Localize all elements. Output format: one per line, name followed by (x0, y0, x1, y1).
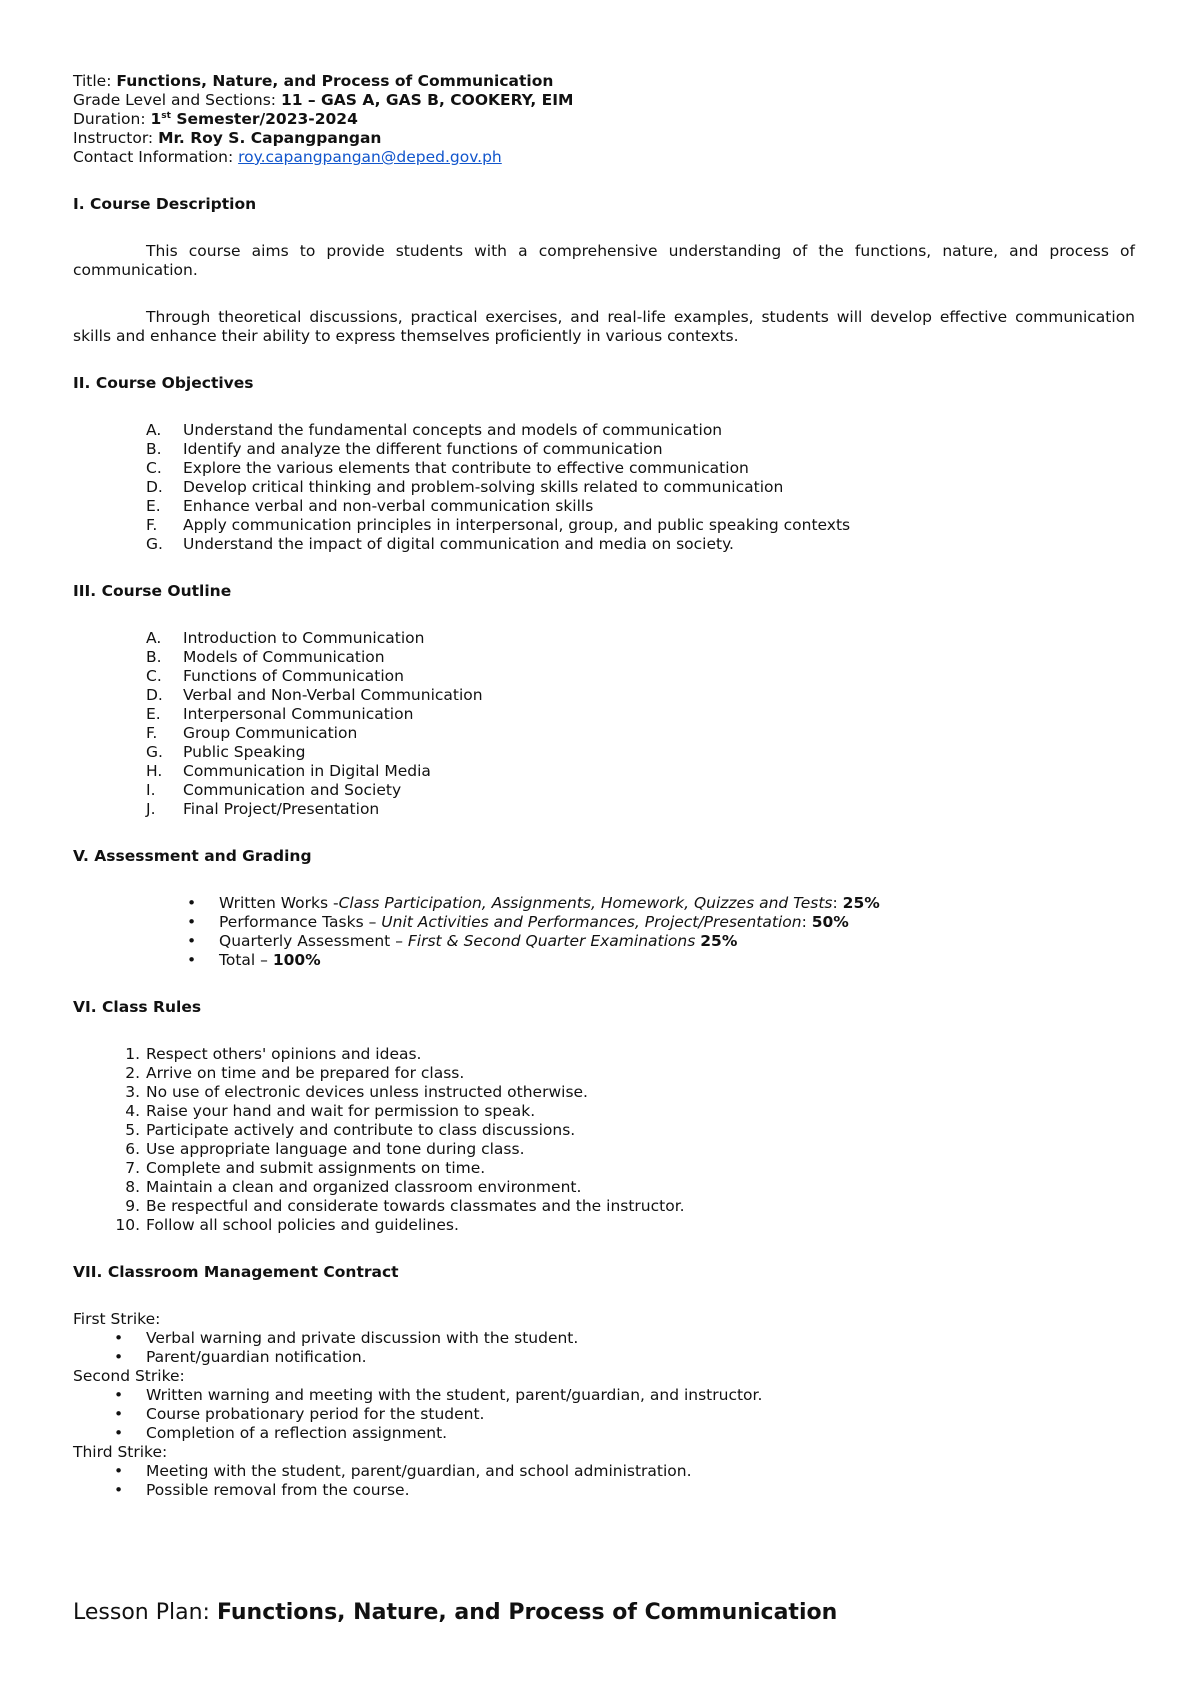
assessment-weight: 100% (272, 951, 321, 969)
list-item-text: Raise your hand and wait for permission to speak. (146, 1102, 536, 1120)
assessment-category: Total – (219, 951, 273, 969)
objective-item (146, 459, 1135, 478)
objective-item (146, 478, 1135, 497)
list-marker: A. (146, 629, 162, 647)
list-marker: 6. (125, 1140, 140, 1158)
consequence-text: Possible removal from the course. (146, 1481, 410, 1499)
description-paragraph: This course aims to provide students with a comprehensive understanding of the functions, nature, and process of communication. (73, 242, 1135, 279)
bullet-icon: • (187, 894, 197, 912)
strike-group (73, 1443, 1135, 1500)
instructor-line (73, 129, 1135, 148)
list-item-text: Communication in Digital Media (183, 762, 431, 780)
section-heading-description: I. Course Description (73, 195, 257, 213)
list-item-text: Group Communication (183, 724, 358, 742)
list-item-text: Interpersonal Communication (183, 705, 414, 723)
list-marker: F. (146, 724, 158, 742)
list-marker: D. (146, 686, 163, 704)
assessment-components: First & Second Quarter Examinations (407, 932, 696, 950)
bullet-icon: • (114, 1386, 124, 1404)
description-paragraph: Through theoretical discussions, practical exercises, and real-life examples, students will develop effective communication skills and enhance their ability to express themselves proficiently in various contexts. (73, 308, 1135, 345)
list-item-text: No use of electronic devices unless instructed otherwise. (146, 1083, 588, 1101)
consequence-item (110, 1481, 1135, 1500)
outline-item (146, 743, 1135, 762)
list-marker: A. (146, 421, 162, 439)
bullet-icon: • (187, 932, 197, 950)
rule-item (110, 1178, 1135, 1197)
list-marker: 3. (125, 1083, 140, 1101)
list-marker: G. (146, 535, 163, 553)
lesson-plan-heading (73, 1600, 837, 1625)
list-marker: B. (146, 648, 162, 666)
list-item-text: Identify and analyze the different functions of communication (183, 440, 663, 458)
list-marker: C. (146, 667, 162, 685)
rule-item (110, 1102, 1135, 1121)
strike-label: Second Strike: (73, 1367, 185, 1385)
objectives-list (73, 421, 1135, 554)
strike-consequences (73, 1329, 1135, 1367)
contact-label: Contact Information: (73, 148, 239, 166)
assessment-category: Quarterly Assessment – (219, 932, 408, 950)
list-item-text: Explore the various elements that contribute to effective communication (183, 459, 749, 477)
list-item-text: Apply communication principles in interpersonal, group, and public speaking contexts (183, 516, 851, 534)
objective-item (146, 421, 1135, 440)
bullet-icon: • (187, 913, 197, 931)
outline-item (146, 762, 1135, 781)
bullet-icon: • (114, 1424, 124, 1442)
duration-value: 1st Semester/2023-2024 (150, 110, 358, 128)
consequence-text: Parent/guardian notification. (146, 1348, 367, 1366)
rule-item (110, 1121, 1135, 1140)
list-item-text: Arrive on time and be prepared for class. (146, 1064, 465, 1082)
list-marker: I. (146, 781, 156, 799)
bullet-icon: • (114, 1481, 124, 1499)
lesson-plan-label: Lesson Plan: (73, 1600, 217, 1625)
consequence-item (110, 1424, 1135, 1443)
list-item-text: Communication and Society (183, 781, 402, 799)
title-label: Title: (73, 72, 117, 90)
assessment-components: Unit Activities and Performances, Project/Presentation (381, 913, 802, 931)
consequence-text: Verbal warning and private discussion with the student. (146, 1329, 579, 1347)
bullet-icon: • (114, 1405, 124, 1423)
grade-label: Grade Level and Sections: (73, 91, 281, 109)
consequence-item (110, 1329, 1135, 1348)
list-marker: 1. (125, 1045, 140, 1063)
assessment-weight: 25% (700, 932, 738, 950)
objective-item (146, 440, 1135, 459)
assessment-list (73, 894, 1135, 970)
list-marker: 10. (115, 1216, 140, 1234)
objective-item (146, 516, 1135, 535)
list-marker: 4. (125, 1102, 140, 1120)
consequence-text: Course probationary period for the student. (146, 1405, 485, 1423)
grade-line (73, 91, 1135, 110)
rule-item (110, 1083, 1135, 1102)
rule-item (110, 1197, 1135, 1216)
consequence-text: Written warning and meeting with the student, parent/guardian, and instructor. (146, 1386, 763, 1404)
assessment-separator: : (832, 894, 843, 912)
consequence-item (110, 1405, 1135, 1424)
outline-item (146, 648, 1135, 667)
section-heading-assessment: V. Assessment and Grading (73, 847, 312, 865)
assessment-item (183, 932, 1135, 951)
list-item-text: Functions of Communication (183, 667, 404, 685)
list-item-text: Introduction to Communication (183, 629, 425, 647)
outline-item (146, 781, 1135, 800)
rule-item (110, 1064, 1135, 1083)
assessment-components: Class Participation, Assignments, Homework, Quizzes and Tests (338, 894, 833, 912)
rule-item (110, 1140, 1135, 1159)
rules-list (73, 1045, 1135, 1235)
strike-group (73, 1367, 1135, 1443)
title-line (73, 72, 1135, 91)
assessment-category: Performance Tasks – (219, 913, 382, 931)
assessment-weight: 50% (811, 913, 849, 931)
outline-item (146, 629, 1135, 648)
list-item-text: Be respectful and considerate towards classmates and the instructor. (146, 1197, 685, 1215)
section-heading-objectives: II. Course Objectives (73, 374, 254, 392)
list-item-text: Follow all school policies and guidelines. (146, 1216, 459, 1234)
bullet-icon: • (187, 951, 197, 969)
list-item-text: Develop critical thinking and problem-solving skills related to communication (183, 478, 784, 496)
outline-list (73, 629, 1135, 819)
section-heading-rules: VI. Class Rules (73, 998, 202, 1016)
list-item-text: Public Speaking (183, 743, 306, 761)
list-item-text: Maintain a clean and organized classroom environment. (146, 1178, 582, 1196)
bullet-icon: • (114, 1348, 124, 1366)
assessment-category: Written Works - (219, 894, 339, 912)
bullet-icon: • (114, 1329, 124, 1347)
list-item-text: Understand the impact of digital communication and media on society. (183, 535, 734, 553)
list-marker: E. (146, 497, 161, 515)
strike-consequences (73, 1462, 1135, 1500)
assessment-weight: 25% (842, 894, 880, 912)
list-marker: 2. (125, 1064, 140, 1082)
assessment-item (183, 894, 1135, 913)
consequence-item (110, 1348, 1135, 1367)
contact-email-link[interactable]: roy.capangpangan@deped.gov.ph (238, 148, 502, 166)
strikes-block (73, 1310, 1135, 1500)
assessment-separator: : (801, 913, 812, 931)
list-marker: D. (146, 478, 163, 496)
list-item-text: Use appropriate language and tone during class. (146, 1140, 525, 1158)
duration-label: Duration: (73, 110, 151, 128)
strike-label: Third Strike: (73, 1443, 168, 1461)
section-heading-contract: VII. Classroom Management Contract (73, 1263, 399, 1281)
outline-item (146, 667, 1135, 686)
objective-item (146, 497, 1135, 516)
bullet-icon: • (114, 1462, 124, 1480)
list-item-text: Verbal and Non-Verbal Communication (183, 686, 483, 704)
objective-item (146, 535, 1135, 554)
strike-consequences (73, 1386, 1135, 1443)
consequence-text: Completion of a reflection assignment. (146, 1424, 448, 1442)
list-marker: E. (146, 705, 161, 723)
outline-item (146, 800, 1135, 819)
outline-item (146, 705, 1135, 724)
document-page (73, 72, 1135, 1500)
grade-value: 11 – GAS A, GAS B, COOKERY, EIM (280, 91, 574, 109)
list-item-text: Models of Communication (183, 648, 385, 666)
list-item-text: Understand the fundamental concepts and models of communication (183, 421, 723, 439)
list-marker: 5. (125, 1121, 140, 1139)
strike-label: First Strike: (73, 1310, 161, 1328)
duration-line (73, 110, 1135, 129)
list-marker: F. (146, 516, 158, 534)
course-title: Functions, Nature, and Process of Communication (116, 72, 554, 90)
consequence-item (110, 1462, 1135, 1481)
instructor-name: Mr. Roy S. Capangpangan (158, 129, 382, 147)
rule-item (110, 1045, 1135, 1064)
list-marker: H. (146, 762, 163, 780)
list-item-text: Participate actively and contribute to class discussions. (146, 1121, 576, 1139)
list-marker: 7. (125, 1159, 140, 1177)
rule-item (110, 1216, 1135, 1235)
list-item-text: Enhance verbal and non-verbal communication skills (183, 497, 594, 515)
outline-item (146, 686, 1135, 705)
outline-item (146, 724, 1135, 743)
list-item-text: Final Project/Presentation (183, 800, 380, 818)
list-marker: 9. (125, 1197, 140, 1215)
instructor-label: Instructor: (73, 129, 159, 147)
rule-item (110, 1159, 1135, 1178)
list-marker: G. (146, 743, 163, 761)
list-item-text: Respect others' opinions and ideas. (146, 1045, 422, 1063)
assessment-item (183, 913, 1135, 932)
consequence-text: Meeting with the student, parent/guardian, and school administration. (146, 1462, 692, 1480)
contact-line (73, 148, 1135, 167)
strike-group (73, 1310, 1135, 1367)
list-marker: C. (146, 459, 162, 477)
list-item-text: Complete and submit assignments on time. (146, 1159, 486, 1177)
list-marker: 8. (125, 1178, 140, 1196)
consequence-item (110, 1386, 1135, 1405)
list-marker: B. (146, 440, 162, 458)
section-heading-outline: III. Course Outline (73, 582, 232, 600)
list-marker: J. (146, 800, 156, 818)
lesson-plan-title: Functions, Nature, and Process of Communication (216, 1600, 838, 1625)
assessment-item (183, 951, 1135, 970)
